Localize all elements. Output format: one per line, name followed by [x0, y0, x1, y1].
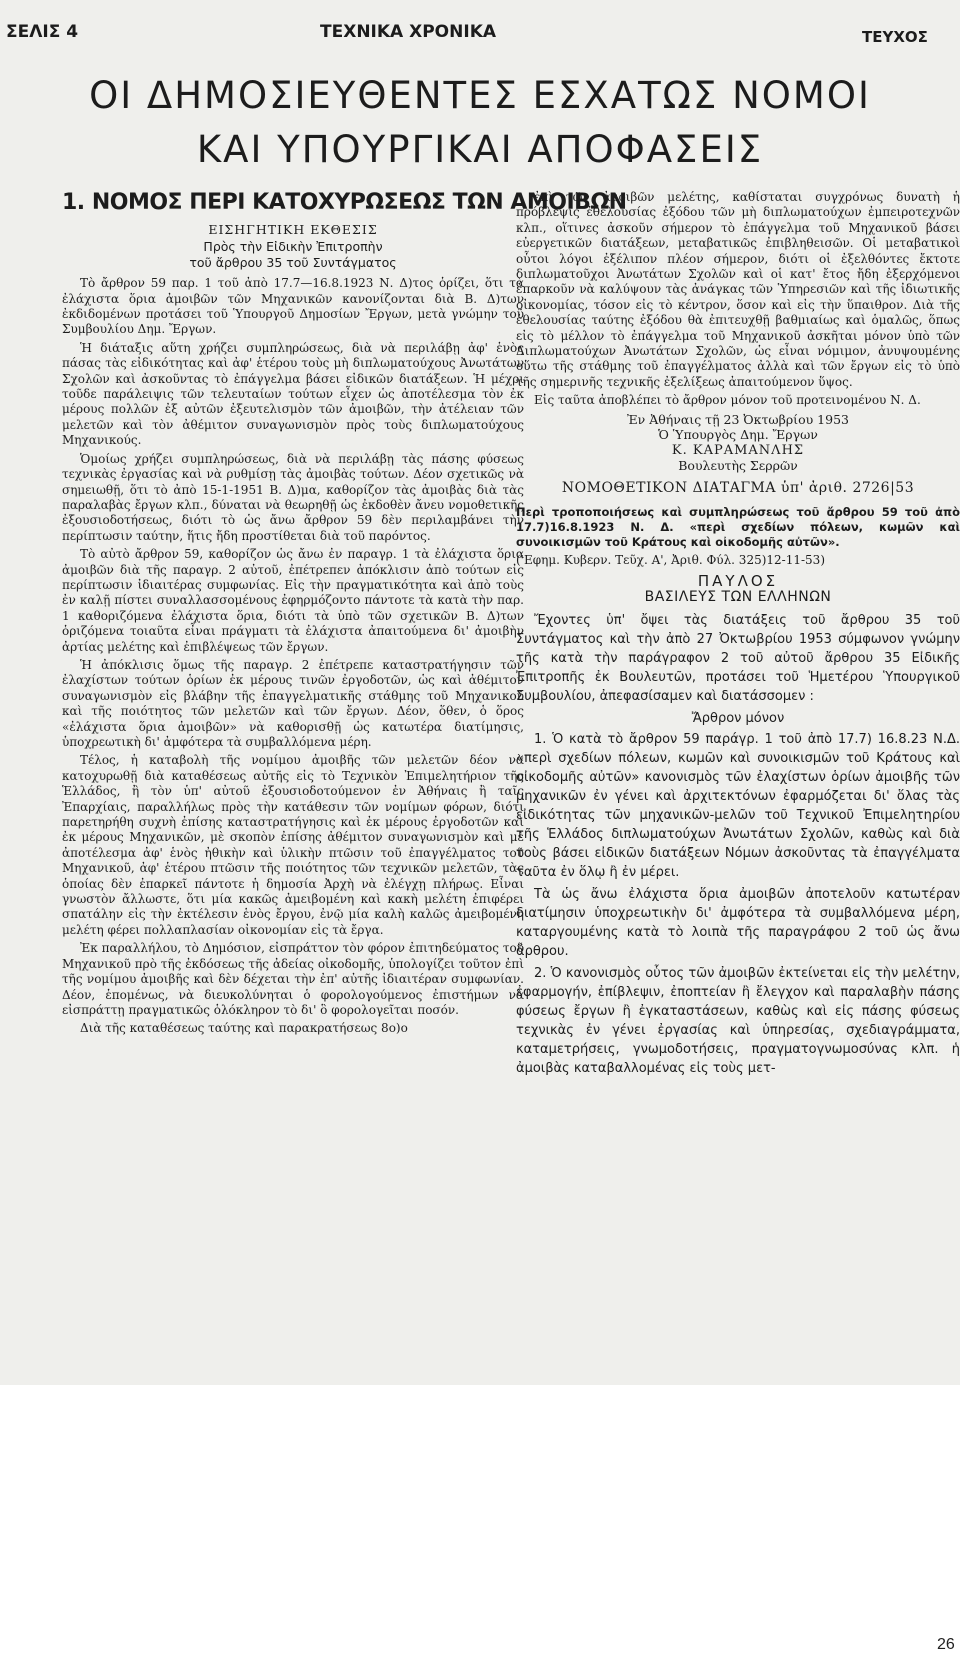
paragraph: Τὸ ἄρθρον 59 παρ. 1 τοῦ ἀπὸ 17.7—16.8.1923 Ν. Δ)τος ὁρίζει, ὅτι τὰ ἐλάχιστα ὅρια ἀμοιβῶν τῶν Μηχανικῶν κανονίζονται διὰ Β. Δ)των ἐκδιδομένων προτάσει τοῦ Ὑπουργοῦ Δημοσίων Ἔργων, μετὰ γνώμην τοῦ Συμβουλίου Δημ. Ἔργων. — [62, 276, 524, 337]
paragraph: Ὁμοίως χρήζει συμπληρώσεως, διὰ νὰ περιλάβῃ τὰς πάσης φύσεως τεχνικὰς ἐργασίας καὶ νὰ ρυθμίσῃ τὰς ἀμοιβὰς τούτων. Δέον σχετικῶς νὰ σημειωθῇ, ὅτι τὸ ἀπὸ 15-1-1951 Β. Δ)μα, καθορίζον τὰς ἀμοιβὰς διὰ τὰς παραλαβὰς ἔργων κλπ., δύναται νὰ θεωρηθῇ ὡς ἐκδοθὲν ἄνευ νομοθετικῆς ἐξουσιοδοτήσεως, διότι τὸ ὡς ἄνω ἄρθρον 59 δὲν περιλαμβάνει τὴν περίπτωσιν ταύτην, ἥτις ἤδη προστίθεται διὰ τοῦ παρόντος. — [62, 451, 524, 543]
paragraph: ἐπὶ τῶν ἀμοιβῶν μελέτης, καθίσταται συγχρόνως δυνατὴ ἡ πρόβλεψις ἐθελουσίας ἐξόδου τῶν μὴ διπλωματούχων ἐμπειροτεχνῶν κλπ., οἵτινες ἀσκοῦν σήμερον τὸ ἐπάγγελμα τοῦ Μηχανικοῦ βάσει εὐεργετικῶν διατάξεων, μεταβατικῶς ἐπιβληθεισῶν. Οἱ μεταβατικοὶ οὗτοι λόγοι ἐξέλιπον πλέον σήμερον, διότι οἱ ἐξελθόντες ἔκτοτε διπλωματοῦχοι Ἀνωτάτων Σχολῶν καὶ οἱ κατ' ἔτος ἤδη ἐξερχόμενοι ἐπαρκοῦν νὰ καλύψουν τὰς ἀνάγκας τῶν Ὑπηρεσιῶν καὶ τῆς ἰδιωτικῆς οἰκονομίας, τόσον εἰς τὸ κέντρον, ὅσον καὶ εἰς τὴν ὕπαιθρον. Διὰ τῆς ἐθελουσίας ταύτης ἐξόδου θὰ ἐπιτευχθῇ βαθμιαίως καὶ ὁμαλῶς, ὅπως εἰς τὸ μέλλον τὸ ἐπάγγελμα τοῦ Μηχανικοῦ ἀσκῆται μόνον ὑπὸ τῶν Διπλωματούχων Ἀνωτάτων Σχολῶν, ὡς εἶναι νόμιμον, ἀνυψουμένης οὕτω τῆς στάθμης τοῦ ἐπαγγέλματος ἀλλὰ καὶ τῶν ἔργων εἰς τὸ ὑπὸ τῆς σημερινῆς τεχνικῆς ἐξελίξεως ἀπαιτούμενον ὕψος. — [516, 190, 960, 389]
signature-place-date: Ἐν Ἀθήναις τῇ 23 Ὀκτωβρίου 1953 — [626, 411, 849, 427]
paragraph: Ἡ διάταξις αὕτη χρήζει συμπληρώσεως, διὰ νὰ περιλάβῃ ἀφ' ἑνὸς πάσας τὰς εἰδικότητας καὶ ἀφ' ἑτέρου τοὺς μὴ διπλωματούχους Ἀνωτάτων Σχολῶν καὶ ἀσκοῦντας τὸ ἐπάγγελμα βάσει εἰδικῶν διατάξεων. Ἡ μέχρι τοῦδε παράλειψις τῶν τελευταίων τούτων εἶχεν ὡς ἀποτέλεσμα τὸν ἐκ μέρους πολλῶν ἐξ αὐτῶν ἐξευτελισμὸν τῶν ἀμοιβῶν, τὴν ἀτέλειαν τῶν μελετῶν καὶ τὸν ἀθέμιτον συναγωνισμὸν πρὸς τοὺς διπλωματούχους Μηχανικούς. — [62, 340, 524, 448]
paragraph: Τὸ αὐτὸ ἄρθρον 59, καθορίζον ὡς ἄνω ἐν παραγρ. 1 τὰ ἐλάχιστα ὅρια ἀμοιβῶν διὰ τῆς παραγρ. 2 αὐτοῦ, ἐπέτρεπεν ἀπόκλισιν ἀπὸ τούτων εἰς περίπτωσιν ἰδιαιτέρας συμφωνίας. Εἰς τὴν πραγματικότητα καὶ ἀπὸ τοὺς ἐν καλῇ πίστει συναλλασσομένους ἐφηρμόζοντο πάντοτε τὰ κατὰ τὴν παρ. 1 καθοριζόμενα ἐλάχιστα ὅρια, διότι τὰ ὑπὸ τῶν σχετικῶν Β. Δ)των ὁριζόμενα τοιαῦτα εἶναι πράγματι τὰ ἐλάχιστα ἀπαιτούμενα δι' ἀμοιβὴν ἀρτίας μελέτης καὶ ἐπιβλέψεως τῶν ἔργων. — [62, 547, 524, 654]
header-issue-label: ΤΕΥΧΟΣ — [862, 28, 928, 46]
paragraph: Τέλος, ἡ καταβολὴ τῆς νομίμου ἀμοιβῆς τῶν μελετῶν δέον νὰ κατοχυρωθῇ διὰ καταθέσεως αὐτῆς εἰς τὸ Τεχνικὸν Ἐπιμελητήριον τῆς Ἑλλάδος, ἢ τὸν ὑπ' αὐτοῦ ἐξουσιοδοτούμενον ἐν Ἀθήναις ἢ ταῖς Ἐπαρχίαις, παραλλήλως πρὸς τὴν κατάθεσιν τῶν νομίμων φόρων, διότι παρετηρήθη συχνὴ ἐπίσης καταστρατήγησις καὶ ἐκ μέρους ἐργοδοτῶν καὶ ἐκ μέρους Μηχανικῶν, μὲ σκοπὸν ἐπίσης ἀθέμιτον συναγωνισμὸν καὶ μὲ ἀποτέλεσμα ἀφ' ἑνὸς ἠθικὴν καὶ ὑλικὴν πτῶσιν τοῦ ἐπαγγέλματος τοῦ Μηχανικοῦ, ἀφ' ἑτέρου πτῶσιν τῆς ποιότητος τῶν τεχνικῶν μελετῶν, τὰς ὁποίας δὲν ἐπαρκεῖ πάντοτε ἡ δημοσία Ἀρχὴ νὰ ἐλέγχῃ πλήρως. Εἶναι γνωστὸν ἄλλωστε, ὅτι μία κακῶς ἀμειβομένη καὶ κακὴ μελέτη ἐπιφέρει σπατάλην εἰς τὴν ἐκτέλεσιν ἑνὸς ἔργου, ἐνῷ μία καλὴ καλῶς ἀμειβομένη μελέτη φέρει πολλαπλασίαν οἰκονομίαν εἰς τὰ ἔργα. — [62, 753, 524, 937]
article-subheading: τοῦ ἄρθρου 35 τοῦ Συντάγματος — [189, 254, 397, 270]
decree-gazette-reference: ('Εφημ. Κυβερν. Τεῦχ. Α', Ἀριθ. Φύλ. 325)12-11-53) — [516, 552, 825, 567]
left-column — [62, 190, 627, 1040]
paragraph: Ἡ ἀπόκλισις ὅμως τῆς παραγρ. 2 ἐπέτρεπε καταστρατήγησιν τῶν ἐλαχίστων τούτων ὁρίων ἐκ μέρους τινῶν ἐργοδοτῶν, ὡς καὶ ἀθέμιτον συναγωνισμὸν εἰς βλάβην τῆς ἐπαγγελματικῆς στάθμης τοῦ Μηχανικοῦ καὶ τῆς ποιότητος τῶν μελετῶν καὶ τῶν ἔργων. Δέον, ὅθεν, ὁ ὅρος «ἐλάχιστα ὅρια ἀμοιβῶν» νὰ καθορισθῇ ὡς κατωτέρα διατίμησις, ὑποχρεωτικὴ δι' ἀμφότερα τὰ συμβαλλόμενα μέρη. — [62, 657, 524, 749]
page-header — [0, 8, 960, 48]
right-column — [516, 190, 960, 1081]
signature-role: Ὁ Ὑπουργὸς Δημ. Ἔργων — [658, 427, 818, 443]
decree-title: ΝΟΜΟΘΕΤΙΚΟΝ ΔΙΑΤΑΓΜΑ ὑπ' ἀριθ. 2726|53 — [561, 480, 915, 497]
main-title-line1: ΟΙ ΔΗΜΟΣΙΕΥΘΕΝΤΕΣ ΕΣΧΑΤΩΣ ΝΟΜΟΙ — [89, 74, 871, 117]
paragraph: Διὰ τῆς καταθέσεως ταύτης καὶ παρακρατήσεως 8ο)ο — [80, 1021, 408, 1036]
main-title-line2: ΚΑΙ ΥΠΟΥΡΓΙΚΑΙ ΑΠΟΦΑΣΕΙΣ — [196, 128, 764, 171]
article-paragraph: 1. Ὁ κατὰ τὸ ἄρθρον 59 παράγρ. 1 τοῦ ἀπὸ 17.7) 16.8.23 Ν.Δ. «περὶ σχεδίων πόλεων, κωμῶν καὶ συνοικισμῶν τοῦ Κράτους καὶ οἰκοδομῆς αὐτῶν» κανονισμὸς τῶν ἐλαχίστων ὁρίων ἀμοιβῆς τῶν μηχανικῶν ἐν γένει καὶ ἀρχιτεκτόνων ἐφαρμόζεται δι' ὅλας τὰς εἰδικότητας τῶν μηχανικῶν-μελῶν τοῦ Τεχνικοῦ Ἐπιμελητηρίου τῆς Ἑλλάδος διπλωματούχων Ἀνωτάτων Σχολῶν, καθὼς καὶ διὰ τοὺς βάσει εἰδικῶν διατάξεων Νόμων ἀσκοῦντας τὰ ἐπαγγέλματα ταῦτα ἐν ὅλῳ ἢ ἐν μέρει. — [516, 731, 960, 880]
page-number: 26 — [937, 1636, 955, 1653]
decree-paragraph: Ἔχοντες ὑπ' ὄψει τὰς διατάξεις τοῦ ἄρθρου 35 τοῦ Συντάγματος καὶ τὴν ἀπὸ 27 Ὀκτωβρίου 1953 σύμφωνον γνώμην τῆς κατὰ τὴν παράγραφον 2 τοῦ αὐτοῦ ἄρθρου 35 Εἰδικῆς Ἐπιτροπῆς ἐκ Βουλευτῶν, προτάσει τοῦ Ἡμετέρου Ὑπουργικοῦ Συμβουλίου, ἀπεφασίσαμεν καὶ διατάσσομεν : — [516, 612, 960, 704]
report-subheading: ΕΙΣΗΓΗΤΙΚΗ ΕΚΘΕΣΙΣ — [208, 222, 378, 237]
article-paragraph: 2. Ὁ κανονισμὸς οὗτος τῶν ἀμοιβῶν ἐκτείνεται εἰς τὴν μελέτην, ἐφαρμογήν, ἐπίβλεψιν, ἐποπτείαν ἢ ἔλεγχον καὶ παραλαβὴν πάσης φύσεως ἔργων ἢ ἐγκαταστάσεων, καθὼς καὶ εἰς πάσης φύσεως τεχνικὰς ἐν γένει ἐργασίας καὶ ὑπηρεσίας, σχεδιαγράμματα, καταμετρήσεις, γνωμοδοτήσεις, πραγματογνωμοσύνας κλπ. ἡ ἀμοιβὰς καταβαλλομένας εἰς τοὺς μετ- — [516, 965, 960, 1076]
header-journal-title: ΤΕΧΝΙΚΑ ΧΡΟΝΙΚΑ — [320, 22, 497, 42]
king-title: ΒΑΣΙΛΕΥΣ ΤΩΝ ΕΛΛΗΝΩΝ — [644, 588, 832, 605]
law-heading: 1. ΝΟΜΟΣ ΠΕΡΙ ΚΑΤΟΧΥΡΩΣΕΩΣ ΤΩΝ ΑΜΟΙΒΩΝ — [62, 190, 627, 215]
paragraph: Ἐκ παραλλήλου, τὸ Δημόσιον, εἰσπράττον τὸν φόρον ἐπιτηδεύματος τοῦ Μηχανικοῦ πρὸ τῆς ἐκδόσεως τῆς ἀδείας οἰκοδομῆς, ὑπολογίζει τοῦτον ἐπὶ τῆς νομίμου ἀμοιβῆς καὶ δὲν δέχεται τὴν ἐπ' αὐτῆς ἰδιαιτέραν συμφωνίαν. Δέον, ἑπομένως, νὰ διευκολύνηται ὁ φορολογούμενος ἐπιστήμων νὰ εἰσπράττῃ πραγματικῶς ὁλόκληρον τὸ δι' ὃ φορολογεῖται ποσόν. — [62, 941, 524, 1017]
article-paragraph: Τὰ ὡς ἄνω ἐλάχιστα ὅρια ἀμοιβῶν ἀποτελοῦν κατωτέραν διατίμησιν ὑποχρεωτικὴν δι' ἀμφότερα τὰ συμβαλλόμενα μέρη, καταργουμένης κατὰ τὸ λοιπὰ τῆς παραγράφου 2 τοῦ ὡς ἄνω ἄρθρου. — [516, 886, 960, 959]
article-heading: Ἄρθρον μόνον — [691, 710, 785, 726]
header-page-label: ΣΕΛΙΣ 4 — [6, 22, 79, 42]
decree-subject: Περὶ τροποποιήσεως καὶ συμπληρώσεως τοῦ ἄρθρου 59 τοῦ ἀπὸ 17.7)16.8.1923 Ν. Δ. «περὶ σχεδίων πόλεων, κωμῶν καὶ συνοικισμῶν τοῦ Κράτους καὶ οἰκοδομῆς αὐτῶν». — [516, 504, 960, 549]
signature-position: Βουλευτὴς Σερρῶν — [678, 457, 798, 473]
paragraph: Εἰς ταῦτα ἀποβλέπει τὸ ἄρθρον μόνον τοῦ προτεινομένου Ν. Δ. — [534, 393, 921, 408]
committee-subheading: Πρὸς τὴν Εἰδικὴν Ἐπιτροπὴν — [203, 239, 383, 255]
king-name: ΠΑΥΛΟΣ — [697, 572, 779, 591]
signature-name: Κ. ΚΑΡΑΜΑΝΛΗΣ — [671, 442, 805, 458]
